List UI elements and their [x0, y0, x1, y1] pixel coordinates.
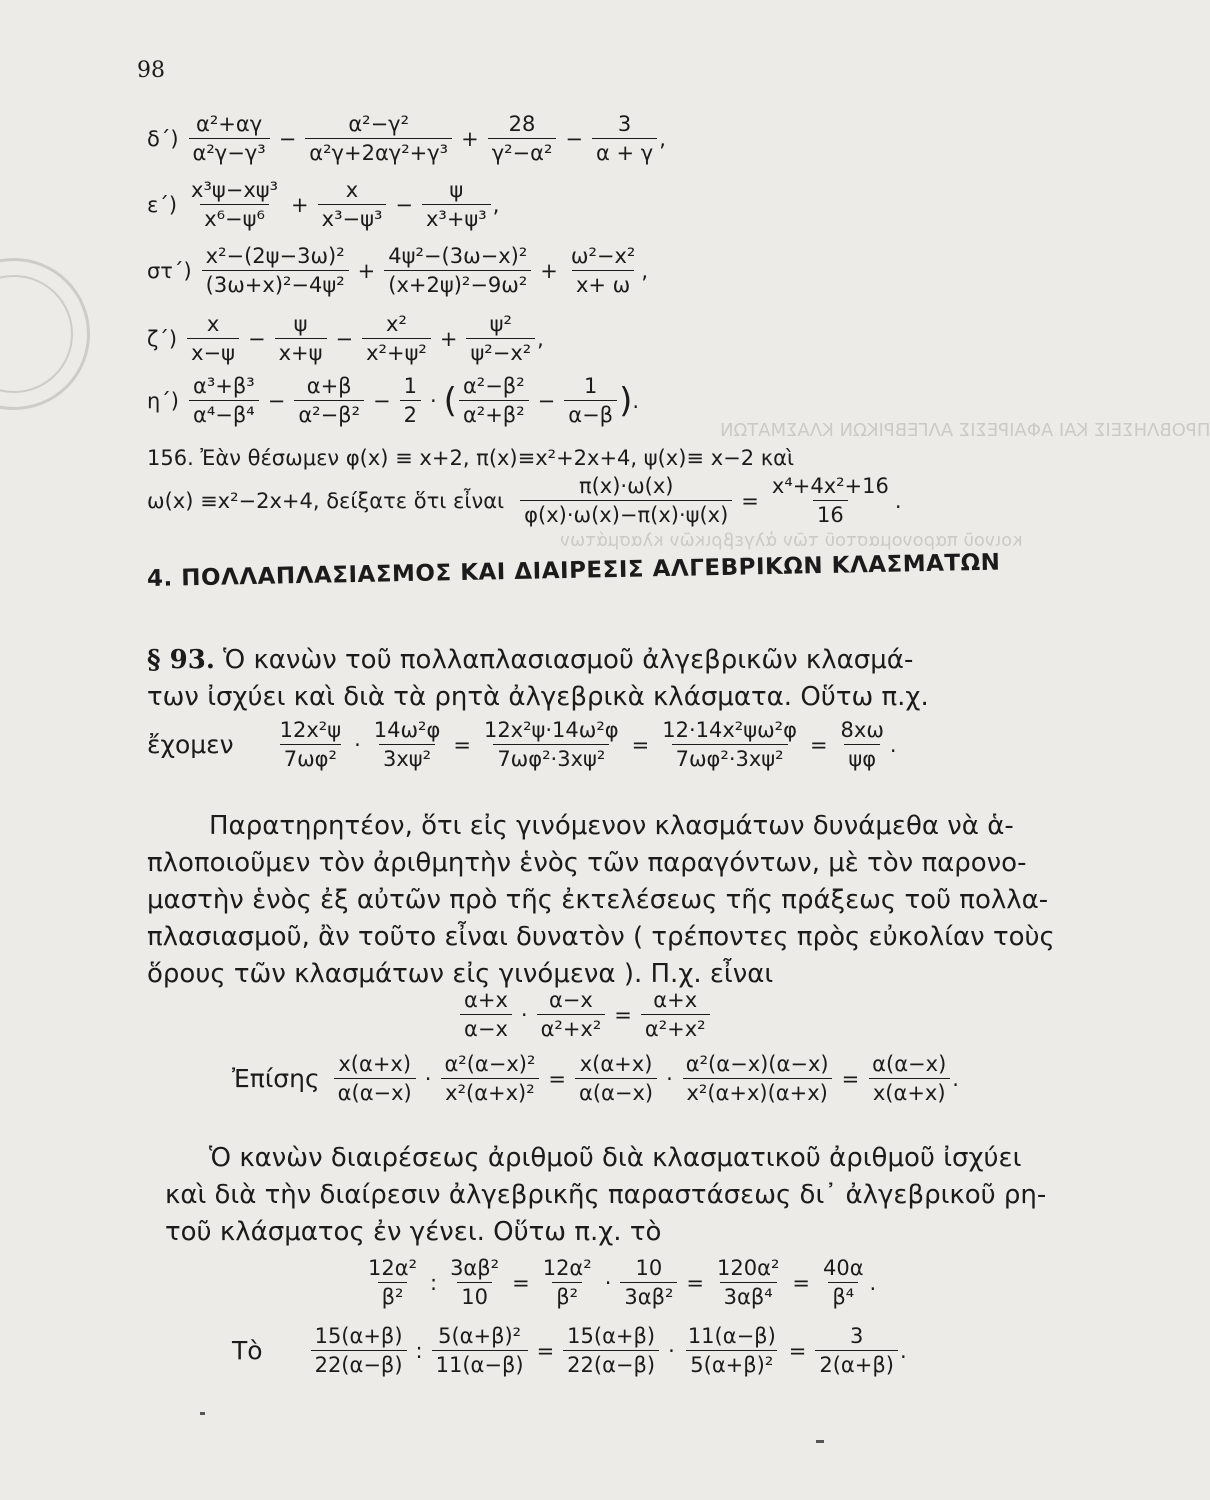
numerator: 3αβ² — [450, 1256, 500, 1280]
fraction — [202, 244, 349, 297]
fraction — [488, 112, 557, 165]
denominator: α²γ+2αγ²+γ³ — [305, 138, 452, 165]
numerator: α³+β³ — [193, 374, 255, 398]
period: . — [889, 732, 897, 757]
numerator: α−x — [548, 988, 593, 1012]
paragraph-line: καὶ διὰ τὴν διαίρεσιν ἀλγεβρικῆς παραστάσεως δι᾽ ἀλγεβρικοῦ ρη- — [165, 1180, 1047, 1210]
minus-sign: − — [335, 326, 354, 351]
minus-sign: − — [373, 388, 391, 413]
numerator: 14ω²φ — [373, 718, 441, 742]
example-division-1 — [362, 1256, 876, 1309]
denominator: (3ω+x)²−4ψ² — [202, 270, 349, 297]
paragraph-93 — [147, 642, 969, 716]
denominator: 22(α−β) — [311, 1350, 407, 1377]
numerator: 12·14x²ψω²φ — [662, 718, 797, 742]
equals-sign: = — [809, 732, 828, 757]
equals-sign: = — [614, 1002, 632, 1027]
exercise-label: δ΄) — [147, 126, 179, 151]
denominator: x+ ω — [572, 270, 634, 297]
plus-sign: + — [357, 258, 376, 283]
exercise-label: η΄) — [147, 388, 180, 413]
fraction — [370, 718, 445, 771]
section-number: § 93. — [147, 645, 215, 675]
denominator: x³−ψ³ — [318, 204, 387, 231]
exercise-zeta — [147, 312, 544, 365]
denominator: x−ψ — [187, 338, 239, 365]
dot-operator: · — [429, 388, 437, 413]
denominator: x²(α+x)² — [441, 1078, 539, 1105]
fraction — [567, 244, 639, 297]
numerator: 1 — [583, 374, 598, 398]
denominator: α−β — [564, 400, 617, 427]
denominator: (x+2ψ)²−9ω² — [384, 270, 531, 297]
numerator: 28 — [508, 112, 536, 136]
denominator: x²+ψ² — [362, 338, 431, 365]
numerator: ψ — [449, 178, 464, 202]
exercise-eta — [147, 374, 639, 427]
denominator: α + γ — [592, 138, 657, 165]
lead-word: Ἐπίσης — [232, 1064, 320, 1093]
fraction — [713, 1256, 783, 1309]
fraction — [189, 112, 270, 165]
paragraph-line: των ἰσχύει καὶ διὰ τὰ ρητὰ ἀλγεβρικὰ κλάσματα. Οὕτω π.χ. — [147, 682, 929, 712]
problem-156-line2 — [147, 474, 902, 527]
fraction — [520, 474, 732, 527]
fraction — [537, 988, 606, 1041]
fraction — [334, 1052, 416, 1105]
remark-paragraph — [147, 808, 1055, 993]
fraction — [422, 178, 491, 231]
problem-156-text: ω(x) ≡x²−2x+4, δείξατε ὅτι εἶναι — [147, 488, 505, 513]
period: . — [899, 1338, 907, 1363]
fraction — [819, 1256, 868, 1309]
dot-operator: · — [666, 1066, 673, 1091]
paragraph-line: Παρατηρητέον, ὅτι εἰς γινόμενον κλασμάτων δυνάμεθα νὰ ἁ- — [209, 811, 1014, 841]
denominator: α(α−x) — [575, 1078, 657, 1105]
denominator: x+ψ — [275, 338, 327, 365]
fraction — [815, 1324, 898, 1377]
example-multiplication-2 — [458, 988, 712, 1041]
denominator: φ(x)·ω(x)−π(x)·ψ(x) — [520, 500, 732, 527]
numerator: 12α² — [542, 1256, 592, 1280]
numerator: 120α² — [717, 1256, 780, 1280]
denominator: β² — [552, 1282, 582, 1309]
fraction — [466, 312, 535, 365]
exercise-label: ε΄) — [147, 192, 178, 217]
fraction — [275, 312, 327, 365]
paragraph-text: Ὁ κανὼν τοῦ πολλαπλασιασμοῦ ἀλγεβρικῶν κλασμά- — [223, 645, 914, 675]
fraction — [641, 988, 710, 1041]
numerator: x² — [386, 312, 407, 336]
example-multiplication-1 — [147, 718, 897, 771]
numerator: ψ² — [489, 312, 512, 336]
fraction — [440, 1052, 539, 1105]
denominator: x²(α+x)(α+x) — [683, 1078, 832, 1105]
denominator: 16 — [813, 500, 848, 527]
exercise-epsilon — [147, 178, 499, 231]
plus-sign: + — [540, 258, 558, 283]
problem-156-line1: 156. Ἐὰν θέσωμεν φ(x) ≡ x+2, π(x)≡x²+2x+4, ψ(x)≡ x−2 καὶ — [147, 446, 795, 470]
print-artifact — [200, 1412, 205, 1415]
fraction — [364, 1256, 421, 1309]
period: . — [632, 388, 640, 413]
denominator: 10 — [457, 1282, 492, 1309]
library-seal — [0, 258, 90, 410]
paragraph-line — [147, 642, 969, 679]
example-multiplication-3 — [232, 1052, 959, 1105]
fraction — [400, 374, 421, 427]
paragraph-line: πλοποιοῦμεν τὸν ἀριθμητὴν ἑνὸς τῶν παραγόντων, μὲ τὸν παρονο- — [147, 848, 1027, 878]
fraction — [384, 244, 531, 297]
period: . — [952, 1066, 959, 1091]
bleed-through-text: κοινοῦ παρονομαστοῦ τῶν ἀλγεβρικῶν κλασμάτων — [560, 530, 1023, 551]
numerator: x⁴+4x²+16 — [771, 474, 889, 498]
denominator: α²+β² — [459, 400, 529, 427]
numerator: 12α² — [368, 1256, 417, 1280]
numerator: 3 — [849, 1324, 864, 1348]
denominator: 7ωφ²·3xψ² — [493, 744, 609, 771]
fraction — [294, 374, 364, 427]
numerator: x(α+x) — [338, 1052, 412, 1076]
equals-sign: = — [536, 1338, 555, 1363]
equals-sign: = — [631, 732, 650, 757]
lead-word: Τὸ — [232, 1336, 263, 1365]
section-heading: 4. ΠΟΛΛΑΠΛΑΣΙΑΣΜΟΣ ΚΑΙ ΔΙΑΙΡΕΣΙΣ ΑΛΓΕΒΡΙΚΩΝ ΚΛΑΣΜΑΤΩΝ — [146, 549, 1001, 592]
period: . — [869, 1270, 877, 1295]
denominator: α(α−x) — [334, 1078, 416, 1105]
numerator: 12x²ψ·14ω²φ — [483, 718, 619, 742]
fraction — [592, 112, 657, 165]
exercise-label: στ΄) — [147, 258, 192, 283]
fraction — [868, 1052, 950, 1105]
fraction — [446, 1256, 503, 1309]
denominator: 22(α−β) — [563, 1350, 659, 1377]
dot-operator: · — [520, 1002, 528, 1027]
fraction — [539, 1256, 596, 1309]
numerator: α+x — [464, 988, 508, 1012]
denominator: 7ωφ²·3xψ² — [672, 744, 788, 771]
fraction — [620, 1256, 677, 1309]
denominator: x³+ψ³ — [422, 204, 491, 231]
equals-sign: = — [788, 1338, 807, 1363]
equals-sign: = — [512, 1270, 530, 1295]
minus-sign: − — [395, 192, 413, 217]
denominator: α⁴−β⁴ — [189, 400, 259, 427]
comma: , — [492, 192, 500, 217]
denominator: β⁴ — [828, 1282, 858, 1309]
denominator: α²−β² — [294, 400, 364, 427]
minus-sign: − — [267, 388, 286, 413]
denominator: γ²−α² — [488, 138, 557, 165]
denominator: x⁶−ψ⁶ — [200, 204, 269, 231]
example-division-2 — [232, 1324, 907, 1377]
numerator: 3 — [617, 112, 632, 136]
fraction — [276, 718, 345, 771]
comma: , — [537, 326, 544, 351]
numerator: 15(α+β) — [314, 1324, 403, 1348]
equals-sign: = — [453, 732, 471, 757]
numerator: 1 — [403, 374, 417, 398]
denominator: 7ωφ² — [280, 744, 341, 771]
division-sign: : — [429, 1270, 438, 1295]
plus-sign: + — [439, 326, 458, 351]
numerator: ω²−x² — [570, 244, 636, 268]
denominator: 5(α+β)² — [686, 1350, 777, 1377]
dot-operator: · — [424, 1066, 432, 1091]
numerator: x — [206, 312, 220, 336]
numerator: x — [345, 178, 359, 202]
fraction — [362, 312, 431, 365]
equals-sign: = — [741, 488, 759, 513]
equals-sign: = — [548, 1066, 566, 1091]
page-number: 98 — [137, 58, 165, 83]
denominator: 3αβ² — [620, 1282, 677, 1309]
numerator: ψ — [293, 312, 308, 336]
exercise-st — [147, 244, 648, 297]
fraction — [564, 374, 617, 427]
denominator: 2 — [400, 400, 421, 427]
denominator: α²+x² — [537, 1014, 606, 1041]
paragraph-line: μαστὴν ἑνὸς ἐξ αὐτῶν πρὸ τῆς ἐκτελέσεως τῆς πράξεως τοῦ πολλα- — [147, 885, 1049, 915]
numerator: x³ψ−xψ³ — [191, 178, 279, 202]
print-artifact — [816, 1440, 824, 1443]
numerator: α²(α−x)(α−x) — [685, 1052, 829, 1076]
exercise-label: ζ΄) — [147, 326, 178, 351]
comma: , — [659, 126, 666, 151]
numerator: 10 — [635, 1256, 663, 1280]
fraction — [682, 1052, 833, 1105]
numerator: α+x — [653, 988, 698, 1012]
denominator: β² — [378, 1282, 408, 1309]
fraction — [187, 178, 282, 231]
fraction — [305, 112, 452, 165]
denominator: ψφ — [844, 744, 880, 771]
exercise-delta — [147, 112, 666, 165]
denominator: 3xψ² — [379, 744, 435, 771]
numerator: 12x²ψ — [279, 718, 342, 742]
lead-word: ἔχομεν — [147, 730, 234, 759]
denominator: 3αβ⁴ — [720, 1282, 777, 1309]
fraction — [459, 374, 529, 427]
dot-operator: · — [604, 1270, 612, 1295]
bleed-through-text: ΠΡΟΒΛΗΣΕΙΣ ΚΑΙ ΑΦΑΙΡΕΣΙΣ ΑΛΓΕΒΡΙΚΩΝ ΚΛΑΣΜΑΤΩΝ — [720, 420, 1210, 441]
plus-sign: + — [461, 126, 479, 151]
paragraph-line: ὅρους τῶν κλασμάτων εἰς γινόμενα ). Π.χ. εἶναι — [147, 959, 774, 989]
numerator: α²+αγ — [196, 112, 263, 136]
numerator: 5(α+β)² — [438, 1324, 522, 1348]
numerator: α²−β² — [462, 374, 525, 398]
fraction — [460, 988, 512, 1041]
minus-sign: − — [248, 326, 266, 351]
denominator: 2(α+β) — [815, 1350, 898, 1377]
denominator: x(α+x) — [869, 1078, 950, 1105]
denominator: α²+x² — [641, 1014, 710, 1041]
numerator: x²−(2ψ−3ω)² — [205, 244, 345, 268]
numerator: 11(α−β) — [687, 1324, 776, 1348]
fraction — [432, 1324, 528, 1377]
plus-sign: + — [291, 192, 309, 217]
period: . — [894, 488, 902, 513]
minus-sign: − — [278, 126, 297, 151]
denominator: α²γ−γ³ — [189, 138, 270, 165]
dot-operator: · — [668, 1338, 675, 1363]
equals-sign: = — [841, 1066, 860, 1091]
fraction — [311, 1324, 407, 1377]
numerator: α²(α−x)² — [444, 1052, 536, 1076]
minus-sign: − — [537, 388, 556, 413]
division-paragraph — [165, 1140, 1047, 1251]
paragraph-line: πλασιασμοῦ, ἂν τοῦτο εἶναι δυνατὸν ( τρέποντες πρὸς εὐκολίαν τοὺς — [147, 922, 1055, 952]
left-paren: ( — [443, 380, 457, 421]
fraction — [480, 718, 623, 771]
equals-sign: = — [792, 1270, 810, 1295]
numerator: 8xω — [840, 718, 884, 742]
numerator: π(x)·ω(x) — [578, 474, 674, 498]
numerator: 15(α+β) — [567, 1324, 656, 1348]
fraction — [187, 312, 239, 365]
paragraph-line: τοῦ κλάσματος ἐν γένει. Οὕτω π.χ. τὸ — [165, 1217, 662, 1247]
numerator: 4ψ²−(3ω−x)² — [388, 244, 528, 268]
division-sign: : — [415, 1338, 423, 1363]
denominator: ψ²−x² — [466, 338, 535, 365]
dot-operator: · — [354, 732, 361, 757]
minus-sign: − — [565, 126, 583, 151]
fraction — [318, 178, 387, 231]
numerator: α(α−x) — [872, 1052, 947, 1076]
fraction — [658, 718, 801, 771]
denominator: α−x — [460, 1014, 512, 1041]
fraction — [768, 474, 893, 527]
equals-sign: = — [686, 1270, 705, 1295]
fraction — [684, 1324, 780, 1377]
numerator: α²−γ² — [348, 112, 410, 136]
numerator: 40α — [822, 1256, 864, 1280]
fraction — [563, 1324, 659, 1377]
right-paren: ) — [619, 380, 633, 421]
fraction — [189, 374, 259, 427]
comma: , — [641, 258, 649, 283]
fraction — [837, 718, 888, 771]
fraction — [575, 1052, 657, 1105]
paragraph-line: Ὁ κανὼν διαιρέσεως ἀριθμοῦ διὰ κλασματικοῦ ἀριθμοῦ ἰσχύει — [209, 1143, 1022, 1173]
numerator: α+β — [306, 374, 352, 398]
numerator: x(α+x) — [579, 1052, 653, 1076]
denominator: 11(α−β) — [432, 1350, 528, 1377]
